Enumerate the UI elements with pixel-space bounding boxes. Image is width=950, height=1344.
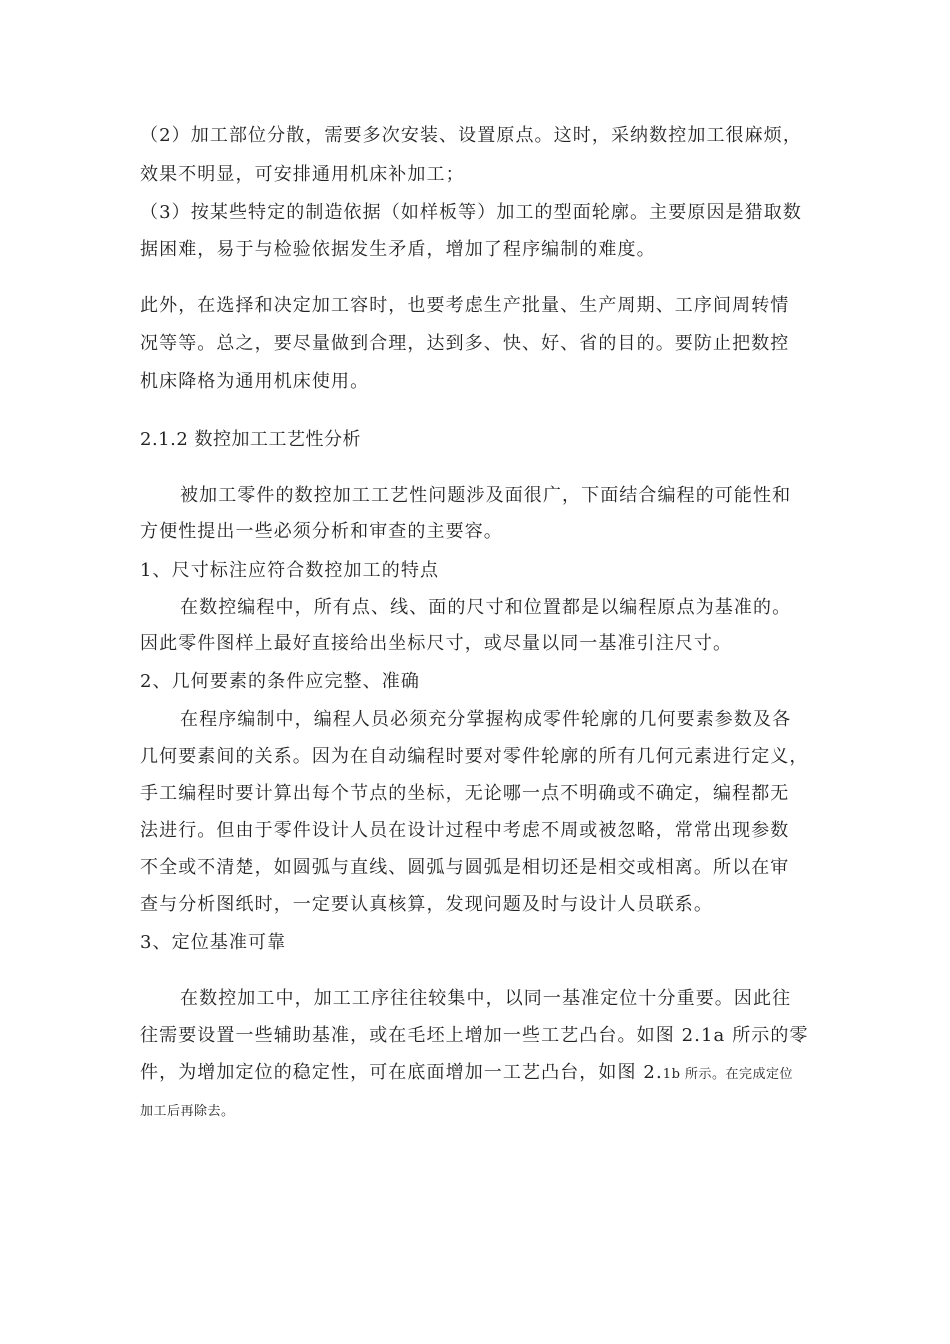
paragraph-item3-line2: 据困难，易于与检验依据发生矛盾，增加了程序编制的难度。 (140, 239, 656, 260)
point2-line4: 法进行。但由于零件设计人员在设计过程中考虑不周或被忽略，常常出现参数 (140, 820, 790, 841)
intro-line1: 被加工零件的数控加工工艺性问题涉及面很广，下面结合编程的可能性和 (180, 485, 792, 506)
point3-line3-main: 件，为增加定位的稳定性，可在底面增加一工艺凸台，如图 2. (140, 1062, 663, 1083)
section-heading: 2.1.2 数控加工工艺性分析 (140, 429, 362, 450)
point1-title: 1、尺寸标注应符合数控加工的特点 (140, 560, 440, 581)
paragraph-item2-line2: 效果不明显，可安排通用机床补加工； (140, 164, 465, 185)
point3-line2: 往需要设置一些辅助基准，或在毛坯上增加一些工艺凸台。如图 2.1a 所示的零 (140, 1025, 809, 1046)
paragraph-besides-line2: 况等等。总之，要尽量做到合理，达到多、快、好、省的目的。要防止把数控 (140, 333, 790, 354)
point3-line1: 在数控加工中，加工工序往往较集中，以同一基准定位十分重要。因此往 (180, 988, 792, 1009)
intro-line2: 方便性提出一些必须分析和审查的主要容。 (140, 521, 503, 542)
point2-line2: 几何要素间的关系。因为在自动编程时要对零件轮廓的所有几何元素进行定义， (140, 746, 809, 767)
point1-line1: 在数控编程中，所有点、线、面的尺寸和位置都是以编程原点为基准的。 (180, 597, 792, 618)
point2-line3: 手工编程时要计算出每个节点的坐标，无论哪一点不明确或不确定，编程都无 (140, 783, 790, 804)
point3-line4: 加工后再除去。 (140, 1104, 235, 1119)
point2-line1: 在程序编制中，编程人员必须充分掌握构成零件轮廓的几何要素参数及各 (180, 709, 792, 730)
point2-line6: 查与分析图纸时，一定要认真核算，发现问题及时与设计人员联系。 (140, 894, 713, 915)
paragraph-item3-line1: （3）按某些特定的制造依据（如样板等）加工的型面轮廓。主要原因是猎取数 (140, 202, 802, 223)
paragraph-item2-line1: （2）加工部位分散，需要多次安装、设置原点。这时，采纳数控加工很麻烦， (140, 125, 802, 146)
point3-title: 3、定位基准可靠 (140, 932, 287, 953)
point3-line3-small: 1b 所示。在完成定位 (662, 1067, 794, 1082)
point2-line5: 不全或不清楚，如圆弧与直线、圆弧与圆弧是相切还是相交或相离。所以在审 (140, 857, 790, 878)
point1-line2: 因此零件图样上最好直接给出坐标尺寸，或尽量以同一基准引注尺寸。 (140, 633, 733, 654)
point2-title: 2、几何要素的条件应完整、准确 (140, 671, 420, 692)
point3-line3 (140, 1061, 793, 1087)
paragraph-besides-line3: 机床降格为通用机床使用。 (140, 371, 370, 392)
paragraph-besides-line1: 此外，在选择和决定加工容时，也要考虑生产批量、生产周期、工序间周转情 (140, 295, 790, 316)
